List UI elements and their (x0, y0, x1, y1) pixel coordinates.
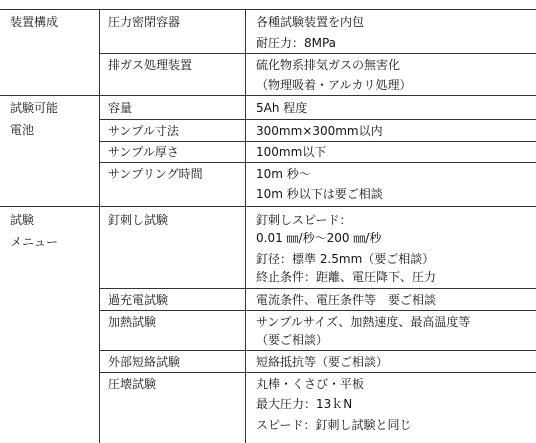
category-label: メニュー (10, 235, 59, 249)
spec-value: スピード：釘刺し試験と同じ (256, 418, 412, 432)
spec-value: （要ご相談） (256, 333, 329, 347)
item-label: サンプル寸法 (108, 124, 179, 138)
item-label: 外部短絡試験 (108, 355, 181, 369)
table-rule-col1 (99, 9, 100, 443)
row-rule (99, 119, 536, 120)
spec-value: 釘刺しスピード： (256, 213, 352, 227)
group-rule-1 (0, 95, 536, 96)
row-rule (99, 372, 536, 373)
item-label: サンプリング時間 (108, 167, 203, 181)
category-label: 試験 (10, 213, 35, 227)
item-label: 加熱試験 (108, 315, 157, 329)
row-rule (99, 310, 536, 311)
spec-value: 0.01 ㎜/秒～200 ㎜/秒 (256, 231, 382, 245)
category-label: 電池 (10, 123, 35, 137)
table-rule-col2 (245, 9, 246, 443)
item-label: 圧力密閉容器 (108, 15, 181, 29)
item-label: サンプル厚さ (108, 145, 179, 159)
item-label: 容量 (108, 101, 133, 115)
spec-value: 硫化物系排気ガスの無害化 (256, 58, 401, 72)
spec-value: 電流条件、電圧条件等 要ご相談 (256, 293, 437, 307)
spec-value: 丸棒・くさび・平板 (256, 377, 365, 391)
table-rule-top (0, 9, 536, 10)
spec-value: 10m 秒～ (256, 167, 311, 181)
spec-value: 10m 秒以下は要ご相談 (256, 187, 383, 201)
item-label: 釘刺し試験 (108, 213, 169, 227)
row-rule (99, 141, 536, 142)
spec-value: 短絡抵抗等（要ご相談） (256, 355, 389, 369)
category-label: 試験可能 (10, 101, 59, 115)
spec-value: 300mm×300mm以内 (256, 124, 383, 138)
spec-value: 各種試験装置を内包 (256, 15, 365, 29)
item-label: 排ガス処理装置 (108, 58, 193, 72)
spec-value: サンプルサイズ、加熱速度、最高温度等 (256, 315, 471, 329)
row-rule (99, 288, 536, 289)
row-rule (99, 162, 536, 163)
group-rule-2 (0, 206, 536, 207)
spec-value: 耐圧力：8MPa (256, 36, 337, 50)
spec-value: 釘径：標準 2.5mm（要ご相談） (256, 252, 435, 266)
row-rule (99, 53, 536, 54)
spec-value: 最大圧力：13ｋN (256, 397, 353, 411)
spec-value: 終止条件：距離、電圧降下、圧力 (256, 270, 437, 284)
item-label: 圧壊試験 (108, 377, 157, 391)
spec-value: （物理吸着・アルカリ処理） (256, 78, 412, 92)
spec-value: 5Ah 程度 (256, 101, 308, 115)
spec-value: 100mm以下 (256, 145, 327, 159)
item-label: 過充電試験 (108, 293, 169, 307)
category-label: 装置構成 (10, 15, 59, 29)
row-rule (99, 350, 536, 351)
